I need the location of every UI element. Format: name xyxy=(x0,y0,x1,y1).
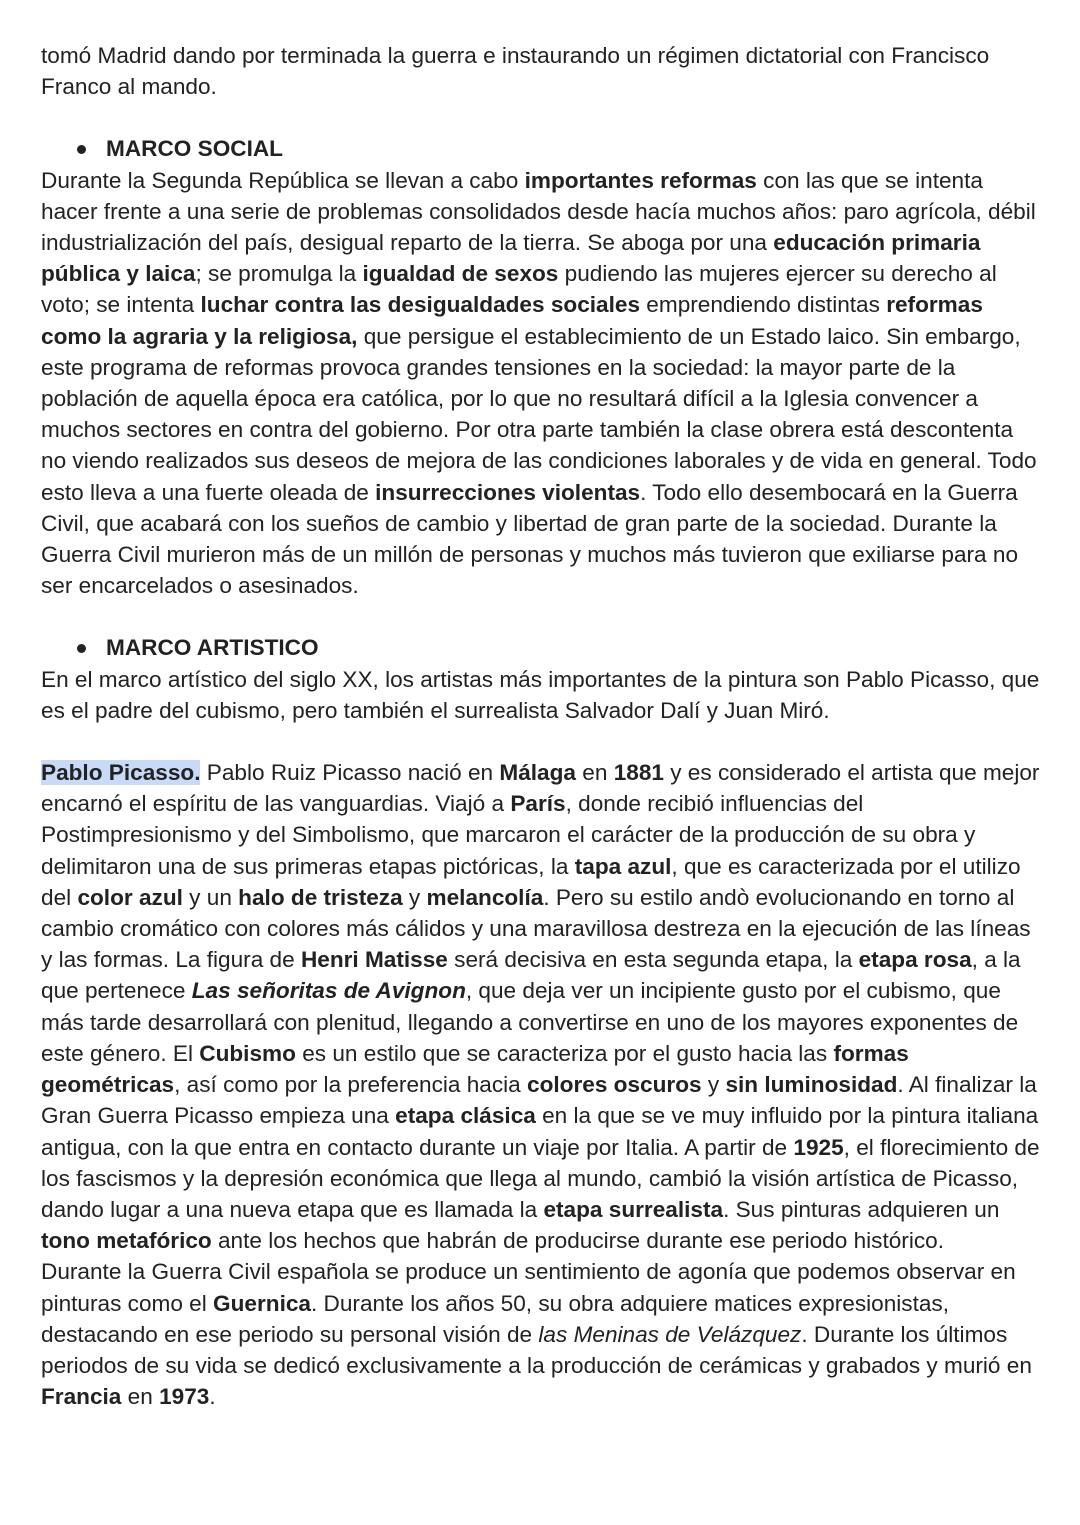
document-page xyxy=(41,40,1041,1412)
intro-text: tomó Madrid dando por terminada la guerra e instaurando un régimen dictatorial con Francisco Franco al mando. xyxy=(41,43,990,100)
bold-text: 1973 xyxy=(159,1384,210,1410)
heading-marco-social xyxy=(77,133,1041,164)
bold-text: igualdad de sexos xyxy=(362,261,559,287)
italic-title: las Meninas de Velázquez xyxy=(538,1321,802,1347)
bullet-icon xyxy=(77,145,86,154)
bold-text: insurrecciones violentas xyxy=(375,479,641,505)
civil-war-paragraph: Durante la Guerra Civil española se produce un sentimiento de agonía que podemos observar en pinturas como el Guernica. Durante los años 50, su obra adquiere matices expresionistas, destacando en ese periodo su personal visión de las Meninas de Velázquez. Durante los últimos periodos de su vida se dedicó exclusivamente a la producción de cerámicas y grabados y murió en Francia en 1973. xyxy=(41,1259,1032,1410)
picasso-paragraph: Pablo Picasso. Pablo Ruiz Picasso nació en Málaga en 1881 y es considerado el artista que mejor encarnó el espíritu de las vanguardias. Viajó a París, donde recibió influencias del Postimpresionismo y del Simbolismo, que marcaron el carácter de la producción de su obra y delimitaron una de sus primeras etapas pictóricas, la tapa azul, que es caracterizada por el utilizo del color azul y un halo de tristeza y melancolía. Pero su estilo andò evolucionando en torno al cambio cromático con colores más cálidos y una maravillosa destreza en la ejecución de las líneas y las formas. La figura de Henri Matisse será decisiva en esta segunda etapa, la etapa rosa, a la que pertenece Las señoritas de Avignon, que deja ver un incipiente gusto por el cubismo, que más tarde desarrollará con plenitud, llegando a convertirse en uno de los mayores exponentes de este género. El Cubismo es un estilo que se caracteriza por el gusto hacia las formas geométricas, así como por la preferencia hacia colores oscuros y sin luminosidad. Al finalizar la Gran Guerra Picasso empieza una etapa clásica en la que se ve muy influido por la pintura italiana antigua, con la que entra en contacto durante un viaje por Italia. A partir de 1925, el florecimiento de los fascismos y la depresión económica que llega al mundo, cambió la visión artística de Picasso, dando lugar a una nueva etapa que es llamada la etapa surrealista. Sus pinturas adquieren un tono metafórico ante los hechos que habrán de producirse durante ese periodo histórico. xyxy=(41,760,1040,1254)
bold-text: 1925 xyxy=(793,1134,844,1160)
spacer xyxy=(41,601,1041,632)
bold-text: etapa surrealista xyxy=(543,1196,724,1222)
bold-text: melancolía xyxy=(426,884,544,910)
heading-text: MARCO SOCIAL xyxy=(106,136,283,162)
bold-text: importantes reformas xyxy=(524,167,757,193)
bold-text: Málaga xyxy=(499,760,576,786)
bold-text: halo de tristeza xyxy=(238,884,403,910)
heading-marco-artistico xyxy=(77,632,1041,663)
bold-text: etapa clásica xyxy=(395,1103,536,1129)
bold-text: Henri Matisse xyxy=(300,947,448,973)
bold-text: color azul xyxy=(77,884,183,910)
social-paragraph: Durante la Segunda República se llevan a cabo importantes reformas con las que se intenta hacer frente a una serie de problemas consolidados desde hacía muchos años: paro agrícola, débil industrialización del país, desigual reparto de la tierra. Se aboga por una educación primaria pública y laica; se promulga la igualdad de sexos pudiendo las mujeres ejercer su derecho al voto; se intenta luchar contra las desigualdades sociales emprendiendo distintas reformas como la agraria y la religiosa, que persigue el establecimiento de un Estado laico. Sin embargo, este programa de reformas provoca grandes tensiones en la sociedad: la mayor parte de la población de aquella época era católica, por lo que no resultará difícil a la Iglesia convencer a muchos sectores en contra del gobierno. Por otra parte también la clase obrera está descontenta no viendo realizados sus deseos de mejora de las condiciones laborales y de vida en general. Todo esto lleva a una fuerte oleada de insurrecciones violentas. Todo ello desembocará en la Guerra Civil, que acabará con los sueños de cambio y libertad de gran parte de la sociedad. Durante la Guerra Civil murieron más de un millón de personas y muchos más tuvieron que exiliarse para no ser encarcelados o asesinados. xyxy=(41,167,1037,599)
bold-text: educación primaria pública y laica xyxy=(41,230,981,287)
bold-text: reformas como la agraria y la religiosa, xyxy=(41,292,983,349)
bold-text: Guernica xyxy=(213,1290,311,1316)
spacer xyxy=(41,102,1041,133)
heading-text: MARCO ARTISTICO xyxy=(106,635,319,661)
bold-text: etapa rosa xyxy=(858,947,972,973)
bold-text: luchar contra las desigualdades sociales xyxy=(200,292,641,318)
bold-text: Francia xyxy=(41,1384,122,1410)
artistic-intro-text: En el marco artístico del siglo XX, los artistas más importantes de la pintura son Pablo Picasso, que es el padre del cubismo, pero también el surrealista Salvador Dalí y Juan Miró. xyxy=(41,666,1040,723)
bold-text: tapa azul xyxy=(574,853,672,879)
spacer xyxy=(41,726,1041,757)
bullet-icon xyxy=(77,644,86,653)
bold-text: tono metafórico xyxy=(41,1228,212,1254)
artistic-intro-paragraph xyxy=(41,664,1041,726)
bold-text: sin luminosidad xyxy=(725,1072,898,1098)
bold-text: 1881 xyxy=(613,760,664,786)
intro-paragraph xyxy=(41,40,1041,102)
bold-italic-title: Las señoritas de Avignon xyxy=(191,978,466,1004)
highlighted-name[interactable]: Pablo Picasso. xyxy=(41,760,201,786)
bold-text: París xyxy=(510,791,566,817)
bold-text: colores oscuros xyxy=(527,1072,702,1098)
bold-text: formas geométricas xyxy=(41,1040,909,1098)
bold-text: Cubismo xyxy=(199,1040,296,1066)
